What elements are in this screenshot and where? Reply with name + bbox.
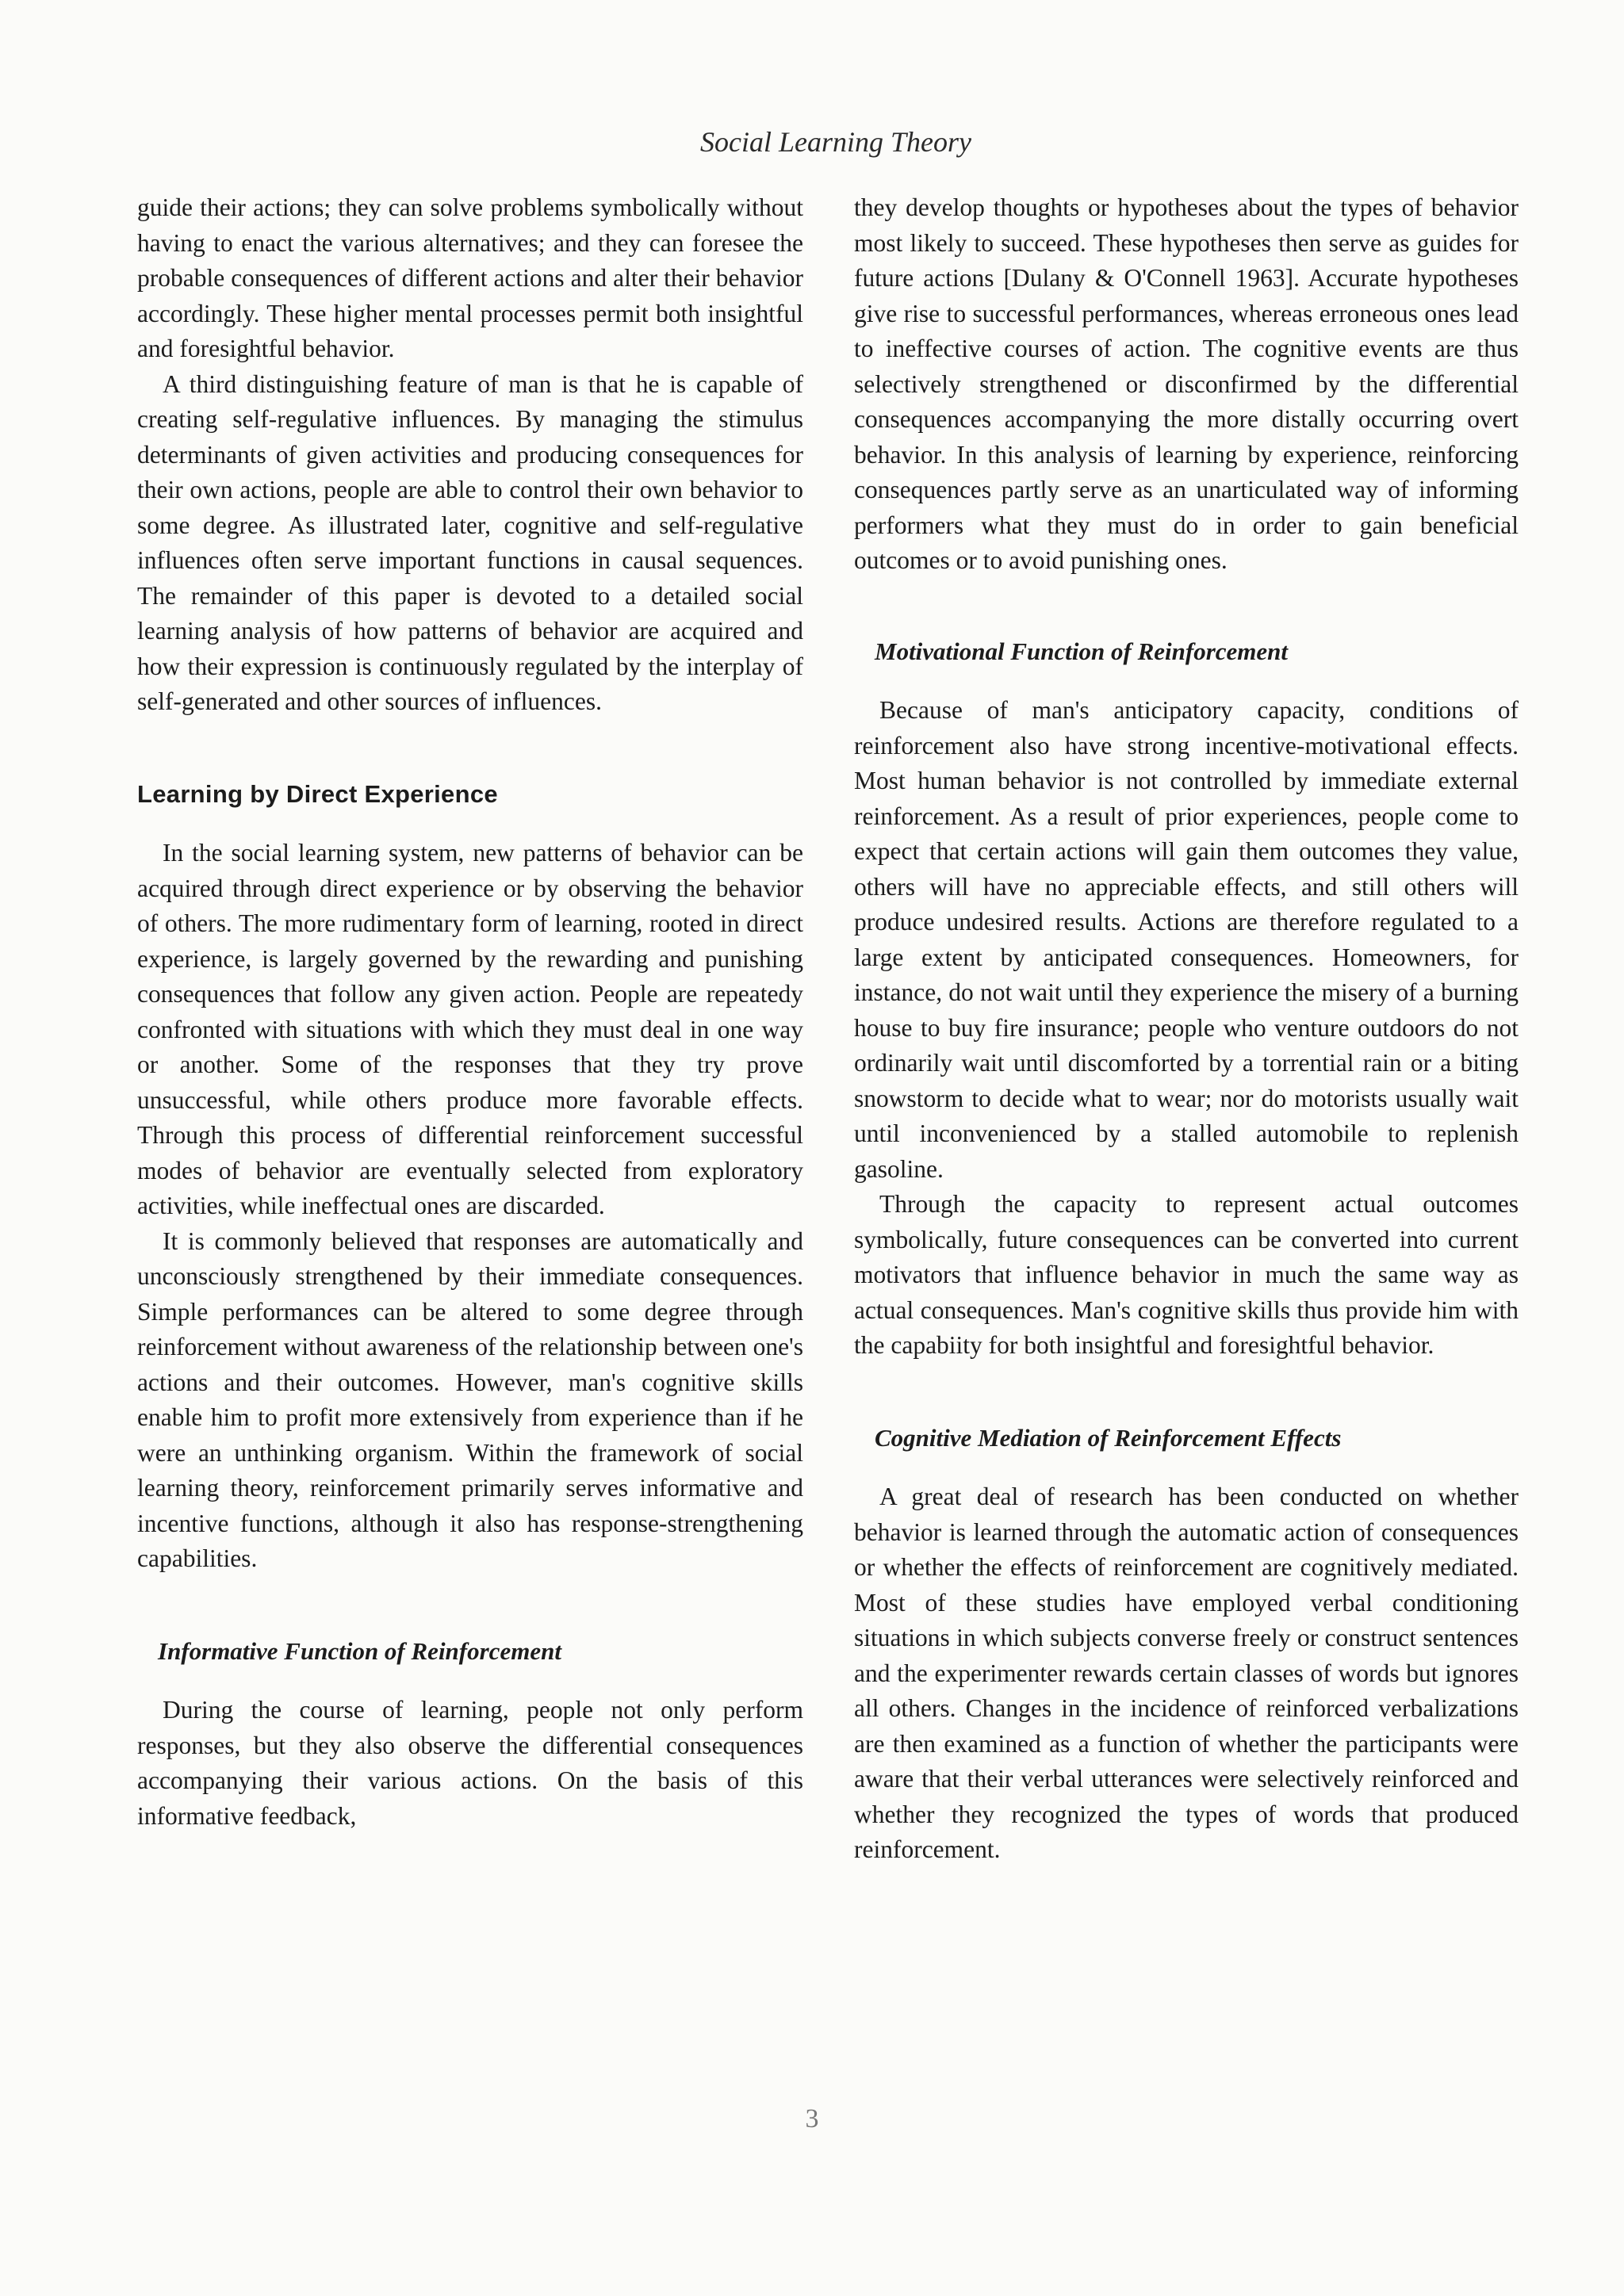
- subsection-heading-cognitive: Cognitive Mediation of Reinforcement Effects: [875, 1423, 1342, 1452]
- section-heading-direct-experience: Learning by Direct Experience: [137, 779, 498, 808]
- paragraph: they develop thoughts or hypotheses about the types of behavior most likely to succeed. These hypotheses then serve as guides for future actions [Dulany & O'Connell 1963]. Accurate hypotheses give rise to successful performances, whereas erroneous ones lead to ineffective courses of action. The cognitive events are thus selectively strengthened or disconfirmed by the differential consequences accompanying the more distally occurring overt behavior. In this analysis of learning by experience, reinforcing consequences partly serve as an unarticulated way of informing performers what they must do in order to gain beneficial outcomes or to avoid punishing ones.: [854, 193, 1519, 574]
- paragraph: Through the capacity to represent actual outcomes symbolically, future consequences can be converted into current motivators that influence behavior in much the same way as actual consequences. Man's cognitive skills thus provide him with the capabiity for both insightful and foresightful behavior.: [854, 1190, 1519, 1359]
- running-head: Social Learning Theory: [700, 126, 971, 158]
- paragraph: A great deal of research has been conducted on whether behavior is learned through the automatic action of consequences or whether the effects of reinforcement are cognitively mediated. Most of these studies have employed verbal conditioning situations in which subjects converse freely or construct sentences and the experimenter rewards certain classes of words but ignores all others. Changes in the incidence of reinforced verbalizations are then examined as a function of whether the participants were aware that their verbal utterances were selectively reinforced and whether they recognized the types of words that produced reinforcement.: [854, 1483, 1519, 1863]
- subsection-heading-informative: Informative Function of Reinforcement: [158, 1636, 561, 1665]
- paragraph: During the course of learning, people not only perform responses, but they also observe the differential consequences accompanying their various actions. On the basis of this informative feedback,: [137, 1696, 803, 1830]
- paragraph: A third distinguishing feature of man is that he is capable of creating self-regulative influences. By managing the stimulus determinants of given activities and producing consequences for their own actions, people are able to control their own behavior to some degree. As illustrated later, cognitive and self-regulative influences often serve important functions in causal sequences. The remainder of this paper is devoted to a detailed social learning analysis of how patterns of behavior are acquired and how their expression is continuously regulated by the interplay of self-generated and other sources of influences.: [137, 369, 803, 715]
- paragraph: guide their actions; they can solve problems symbolically without having to enact the various alternatives; and they can foresee the probable consequences of different actions and alter their behavior accordingly. These higher mental processes permit both insightful and foresightful behavior.: [137, 193, 803, 362]
- paragraph: In the social learning system, new patterns of behavior can be acquired through direct experience or by observing the behavior of others. The more rudimentary form of learning, rooted in direct experience, is largely governed by the rewarding and punishing consequences that follow any given action. People are repeatedy confronted with situations with which they must deal in one way or another. Some of the responses that they try prove unsuccessful, while others produce more favorable effects. Through this process of differential reinforcement successful modes of behavior are eventually selected from exploratory activities, while ineffectual ones are discarded.: [137, 839, 803, 1219]
- subsection-heading-motivational: Motivational Function of Reinforcement: [875, 637, 1289, 665]
- paragraph: It is commonly believed that responses are automatically and unconsciously strengthened by their immediate consequences. Simple performances can be altered to some degree through reinforcement without awareness of the relationship between one's actions and their outcomes. However, man's cognitive skills enable him to profit more extensively from experience than if he were an unthinking organism. Within the framework of social learning theory, reinforcement primarily serves informative and incentive functions, although it also has response-strengthening capabilities.: [137, 1226, 803, 1572]
- left-column: [137, 190, 803, 1834]
- page-number: 3: [805, 2104, 819, 2133]
- paragraph: Because of man's anticipatory capacity, conditions of reinforcement also have strong incentive-motivational effects. Most human behavior is not controlled by immediate external reinforcement. As a result of prior experiences, people come to expect that certain actions will gain them outcomes they value, others will have no appreciable effects, and still others will produce undesired results. Actions are therefore regulated to a large extent by anticipated consequences. Homeowners, for instance, do not wait until they experience the misery of a burning house to buy fire insurance; people who venture outdoors do not ordinarily wait until discomforted by a torrential rain or a biting snowstorm to decide what to wear; nor do motorists usually wait until inconvenienced by a stalled automobile to replenish gasoline.: [854, 696, 1519, 1183]
- right-column: [854, 190, 1519, 1868]
